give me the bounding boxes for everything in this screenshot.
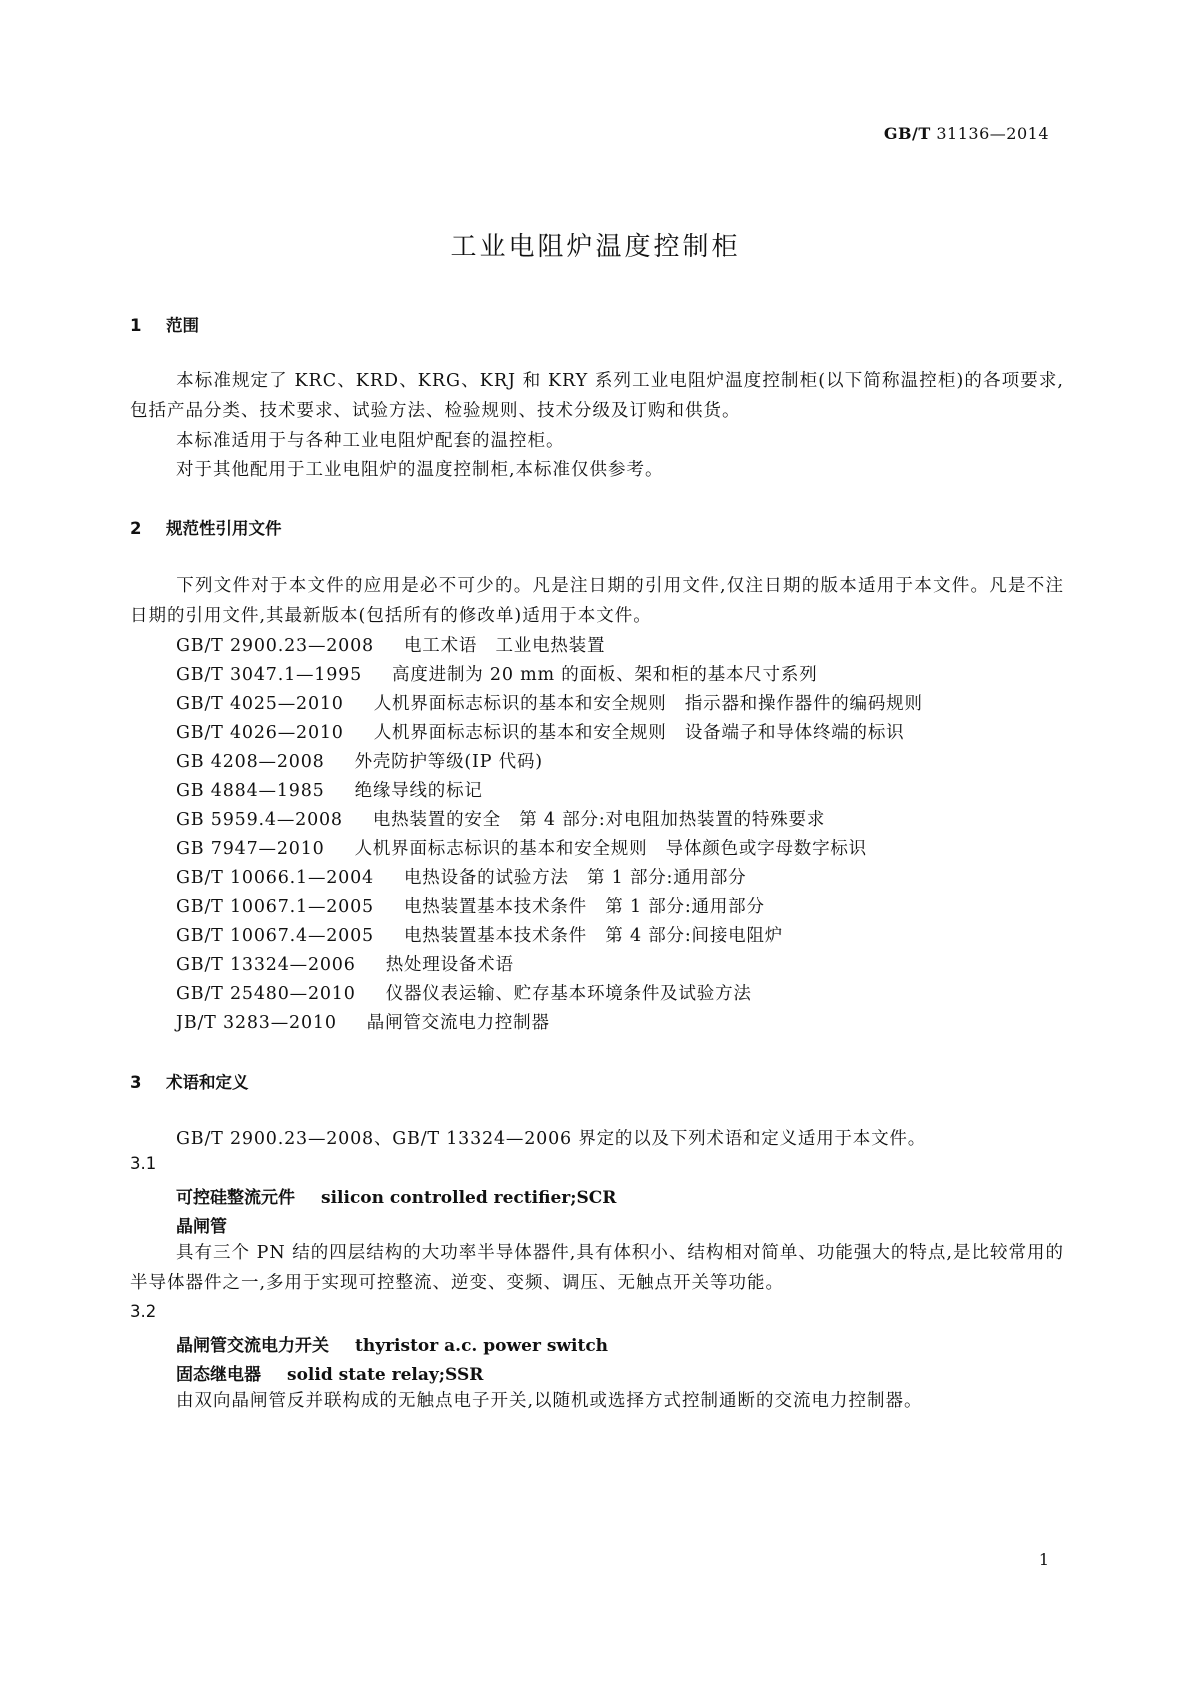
reference-code: GB/T 3047.1—1995: [176, 665, 363, 685]
reference-item: [176, 661, 818, 686]
section-title: 术语和定义: [166, 1073, 249, 1092]
reference-item: [176, 835, 867, 860]
term-cn: 可控硅整流元件: [176, 1188, 295, 1208]
reference-item: [176, 893, 765, 918]
reference-item: [176, 1009, 550, 1034]
term-alt: [176, 1360, 483, 1385]
term-cn: 晶闸管交流电力开关: [176, 1336, 329, 1356]
term-heading: [176, 1331, 608, 1356]
reference-code: GB 4884—1985: [176, 781, 325, 801]
reference-code: GB/T 2900.23—2008: [176, 636, 374, 656]
reference-title: 人机界面标志标识的基本和安全规则 导体颜色或字母数字标识: [354, 839, 867, 859]
reference-item: [176, 748, 543, 773]
reference-code: GB/T 10066.1—2004: [176, 868, 374, 888]
reference-title: 电热装置的安全 第 4 部分:对电阻加热装置的特殊要求: [372, 810, 826, 830]
reference-code: GB/T 25480—2010: [176, 984, 356, 1004]
reference-title: 电热装置基本技术条件 第 1 部分:通用部分: [403, 897, 765, 917]
standard-prefix: GB/T: [883, 124, 931, 143]
reference-item: [176, 922, 783, 947]
term-alt: [176, 1212, 227, 1237]
reference-code: GB/T 4026—2010: [176, 723, 344, 743]
reference-title: 电工术语 工业电热装置: [403, 636, 606, 656]
terms-intro: GB/T 2900.23—2008、GB/T 13324—2006 界定的以及下列术语和定义适用于本文件。: [176, 1129, 927, 1149]
term-alt-en: solid state relay;SSR: [287, 1365, 484, 1385]
scope-paragraph-3: 对于其他配用于工业电阻炉的温度控制柜,本标准仅供参考。: [176, 460, 664, 480]
reference-title: 外壳防护等级(IP 代码): [354, 752, 543, 772]
reference-item: [176, 690, 923, 715]
document-title: 工业电阻炉温度控制柜: [450, 232, 741, 262]
term-alt-cn: 固态继电器: [176, 1365, 261, 1385]
term-alt-cn: 晶闸管: [176, 1217, 227, 1237]
term-heading: [176, 1183, 616, 1208]
reference-title: 仪器仪表运输、贮存基本环境条件及试验方法: [385, 984, 752, 1004]
reference-title: 热处理设备术语: [385, 955, 514, 975]
term-number: 3.1: [130, 1154, 157, 1173]
section-number: 2: [130, 519, 142, 538]
reference-item: [176, 632, 605, 657]
reference-code: GB/T 4025—2010: [176, 694, 344, 714]
section-title: 规范性引用文件: [166, 519, 282, 538]
standard-number: [884, 124, 1049, 143]
term-en: thyristor a.c. power switch: [355, 1336, 609, 1356]
reference-code: GB 7947—2010: [176, 839, 325, 859]
reference-title: 人机界面标志标识的基本和安全规则 指示器和操作器件的编码规则: [373, 694, 923, 714]
page-number: 1: [1038, 1550, 1049, 1569]
reference-title: 人机界面标志标识的基本和安全规则 设备端子和导体终端的标识: [373, 723, 905, 743]
scope-paragraph-1: 本标准规定了 KRC、KRD、KRG、KRJ 和 KRY 系列工业电阻炉温度控制柜(以下简称温控柜)的各项要求,包括产品分类、技术要求、试验方法、检验规则、技术分级及订购和供货。: [130, 371, 1064, 421]
section-number: 1: [130, 316, 142, 335]
section-1-heading: [130, 312, 199, 336]
term-number: 3.2: [130, 1302, 157, 1321]
reference-code: GB/T 10067.4—2005: [176, 926, 374, 946]
reference-item: [176, 806, 825, 831]
term-definition: 具有三个 PN 结的四层结构的大功率半导体器件,具有体积小、结构相对简单、功能强大的特点,是比较常用的半导体器件之一,多用于实现可控整流、逆变、变频、调压、无触点开关等功能。: [130, 1243, 1064, 1293]
references-intro: 下列文件对于本文件的应用是必不可少的。凡是注日期的引用文件,仅注日期的版本适用于本文件。凡是不注日期的引用文件,其最新版本(包括所有的修改单)适用于本文件。: [130, 576, 1064, 626]
reference-item: [176, 777, 483, 802]
reference-item: [176, 951, 514, 976]
reference-title: 绝缘导线的标记: [354, 781, 483, 801]
term-definition: 由双向晶闸管反并联构成的无触点电子开关,以随机或选择方式控制通断的交流电力控制器。: [176, 1391, 923, 1411]
standard-code: 31136—2014: [936, 124, 1049, 143]
reference-item: [176, 980, 752, 1005]
reference-item: [176, 719, 904, 744]
reference-title: 电热装置基本技术条件 第 4 部分:间接电阻炉: [403, 926, 784, 946]
reference-code: GB 5959.4—2008: [176, 810, 343, 830]
reference-code: JB/T 3283—2010: [176, 1013, 337, 1033]
section-number: 3: [130, 1073, 142, 1092]
reference-title: 电热设备的试验方法 第 1 部分:通用部分: [403, 868, 747, 888]
reference-title: 晶闸管交流电力控制器: [366, 1013, 550, 1033]
reference-code: GB 4208—2008: [176, 752, 325, 772]
section-2-heading: [130, 515, 282, 539]
term-en: silicon controlled rectifier;SCR: [321, 1188, 617, 1208]
section-3-heading: [130, 1069, 249, 1093]
reference-code: GB/T 10067.1—2005: [176, 897, 374, 917]
reference-code: GB/T 13324—2006: [176, 955, 356, 975]
scope-paragraph-2: 本标准适用于与各种工业电阻炉配套的温控柜。: [176, 431, 565, 451]
section-title: 范围: [166, 316, 199, 335]
reference-item: [176, 864, 746, 889]
reference-title: 高度进制为 20 mm 的面板、架和柜的基本尺寸系列: [392, 665, 818, 685]
